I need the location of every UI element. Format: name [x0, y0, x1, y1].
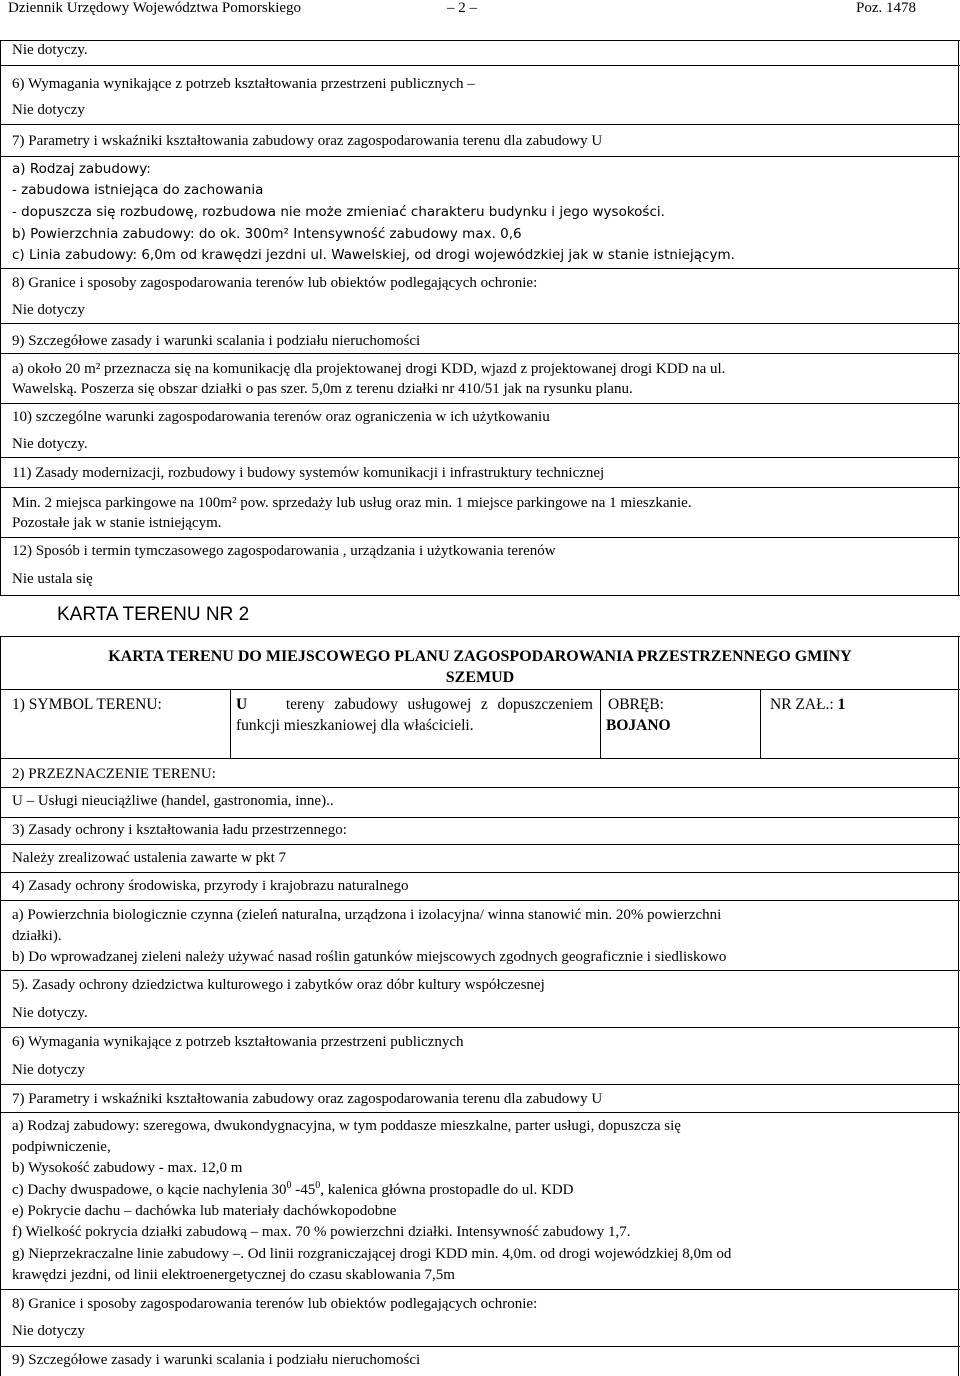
section-heading: 8) Granice i sposoby zagospodarowania terenów lub obiektów podlegających ochronie:	[12, 1296, 538, 1312]
frame-top-line	[0, 40, 960, 41]
divider	[0, 537, 960, 538]
text-line: b) Powierzchnia zabudowy: do ok. 300m² Intensywność zabudowy max. 0,6	[12, 226, 522, 242]
symbol-text: tereny zabudowy usługowej z dopuszczeniem funkcji mieszkaniowej dla właścicieli.	[236, 696, 593, 734]
divider	[0, 487, 960, 488]
card-title	[8, 646, 952, 688]
nr-zal-label: NR ZAŁ.:	[770, 696, 834, 713]
text-line: podpiwniczenie,	[12, 1139, 111, 1155]
card-top-line	[0, 636, 960, 637]
section-heading: 12) Sposób i termin tymczasowego zagospodarowania , urządzania i użytkowania terenów	[12, 543, 556, 559]
text-line: e) Pokrycie dachu – dachówka lub materiały dachówkopodobne	[12, 1203, 397, 1219]
degree-sup-2: 0	[315, 1180, 321, 1191]
divider	[0, 1027, 960, 1028]
divider	[0, 353, 960, 354]
divider	[0, 1346, 960, 1347]
obreb-value: BOJANO	[606, 717, 671, 734]
cell-divider	[760, 689, 761, 758]
text-line: krawędzi jezdni, od linii elektroenergetycznej do czasu skablowania 7,5m	[12, 1267, 455, 1283]
text-line: Należy zrealizować ustalenia zawarte w pkt 7	[12, 850, 287, 866]
text-line: b) Do wprowadzanej zieleni należy używać nasad roślin gatunków miejscowych zgodnych geograficznie i siedliskowo	[12, 949, 727, 965]
section-heading: 11) Zasady modernizacji, rozbudowy i budowy systemów komunikacji i infrastruktury technicznej	[12, 465, 605, 481]
text-line: działki).	[12, 928, 62, 944]
text-line: Nie ustala się	[12, 571, 93, 587]
text-line: g) Nieprzekraczalne linie zabudowy –. Od linii rozgraniczającej drogi KDD min. 4,0m. od drogi wojewódzkiej 8,0m od	[12, 1246, 732, 1262]
position-number: Poz. 1478	[856, 0, 916, 16]
text-line: Nie dotyczy	[12, 1323, 85, 1339]
cell-divider	[600, 689, 601, 758]
text-line: - zabudowa istniejąca do zachowania	[12, 182, 264, 198]
text-line: c) Linia zabudowy: 6,0m od krawędzi jezdni ul. Wawelskiej, od drogi wojewódzkiej jak w stanie istniejącym.	[12, 247, 735, 263]
text-line: Nie dotyczy	[12, 102, 85, 118]
divider	[0, 817, 960, 818]
cell-divider	[230, 689, 231, 758]
divider	[0, 65, 960, 66]
divider	[0, 689, 960, 690]
card-title-line-1: KARTA TERENU DO MIEJSCOWEGO PLANU ZAGOSPODAROWANIA PRZESTRZENNEGO GMINY	[108, 648, 852, 665]
divider	[0, 323, 960, 324]
symbol-description	[236, 694, 593, 736]
symbol-label: 1) SYMBOL TERENU:	[12, 696, 162, 713]
section-heading: 9) Szczegółowe zasady i warunki scalania i podziału nieruchomości	[12, 333, 421, 349]
divider	[0, 872, 960, 873]
divider	[0, 900, 960, 901]
section-heading: 7) Parametry i wskaźniki kształtowania zabudowy oraz zagospodarowania terenu dla zabudowy U	[12, 1091, 603, 1107]
karta-terenu-label: KARTA TERENU NR 2	[57, 604, 250, 625]
roof-text-c: , kalenica główna prostopadle do ul. KDD	[320, 1182, 574, 1198]
section-heading: 10) szczególne warunki zagospodarowania terenów oraz ograniczenia w ich użytkowaniu	[12, 409, 550, 425]
section-heading: 7) Parametry i wskaźniki kształtowania zabudowy oraz zagospodarowania terenu dla zabudowy U	[12, 133, 603, 149]
journal-title: Dziennik Urzędowy Województwa Pomorskiego	[8, 0, 302, 16]
text-line: Nie dotyczy.	[12, 436, 88, 452]
nr-zal-value: 1	[837, 696, 846, 713]
text-line: Nie dotyczy.	[12, 42, 88, 58]
roof-text-b: -45	[291, 1182, 316, 1198]
divider	[0, 268, 960, 269]
text-line: Nie dotyczy	[12, 1062, 85, 1078]
section-heading: 3) Zasady ochrony i kształtowania ładu przestrzennego:	[12, 822, 347, 838]
page-number: – 2 –	[447, 0, 477, 16]
divider	[0, 1112, 960, 1113]
section-heading: 8) Granice i sposoby zagospodarowania terenów lub obiektów podlegających ochronie:	[12, 275, 538, 291]
text-line	[12, 1181, 574, 1200]
roof-text-a: c) Dachy dwuspadowe, o kącie nachylenia 30	[12, 1182, 287, 1198]
divider	[0, 758, 960, 759]
text-line: a) około 20 m² przeznacza się na komunikację dla projektowanej drogi KDD, wjazd z projektowanej drogi KDD na ul.	[12, 361, 726, 377]
degree-sup-1: 0	[286, 1180, 292, 1191]
text-line: f) Wielkość pokrycia działki zabudową – max. 70 % powierzchni działki. Intensywność zabudowy 1,7.	[12, 1224, 631, 1240]
text-line: Nie dotyczy.	[12, 1005, 88, 1021]
page-header	[0, 0, 960, 22]
card-right-line	[958, 636, 959, 1376]
card-left-line	[0, 636, 1, 1376]
text-line: Nie dotyczy	[12, 302, 85, 318]
card-title-line-2: SZEMUD	[445, 669, 515, 686]
divider	[0, 457, 960, 458]
text-line: a) Powierzchnia biologicznie czynna (zieleń naturalna, urządzona i izolacyjna/ winna stanowić min. 20% powierzchni	[12, 907, 722, 923]
section-heading: 2) PRZEZNACZENIE TERENU:	[12, 766, 216, 782]
divider	[0, 156, 960, 157]
text-line: Min. 2 miejsca parkingowe na 100m² pow. sprzedaży lub usług oraz min. 1 miejsce parkingowe na 1 mieszkanie.	[12, 495, 692, 511]
section-heading: 6) Wymagania wynikające z potrzeb kształtowania przestrzeni publicznych –	[12, 76, 475, 92]
text-line: U – Usługi nieuciążliwe (handel, gastronomia, inne)..	[12, 793, 334, 809]
divider	[0, 403, 960, 404]
obreb-label: OBRĘB:	[608, 696, 664, 713]
divider	[0, 970, 960, 971]
section-heading: 5). Zasady ochrony dziedzictwa kulturowego i zabytków oraz dóbr kultury współczesnej	[12, 977, 545, 993]
text-line: a) Rodzaj zabudowy: szeregowa, dwukondygnacyjna, w tym poddasze mieszkalne, parter usługi, dopuszcza się	[12, 1118, 681, 1134]
section-heading: 9) Szczegółowe zasady i warunki scalania i podziału nieruchomości	[12, 1352, 421, 1368]
text-line: Wawelską. Poszerza się obszar działki o pas szer. 5,0m z terenu działki nr 410/51 jak na rysunku planu.	[12, 381, 633, 397]
divider	[0, 1289, 960, 1290]
divider	[0, 1084, 960, 1085]
text-line: b) Wysokość zabudowy - max. 12,0 m	[12, 1160, 243, 1176]
section-heading: 6) Wymagania wynikające z potrzeb kształtowania przestrzeni publicznych	[12, 1034, 464, 1050]
text-line: a) Rodzaj zabudowy:	[12, 161, 151, 177]
frame-bottom-line	[0, 595, 960, 596]
text-line: Pozostałe jak w stanie istniejącym.	[12, 515, 222, 531]
text-line: - dopuszcza się rozbudowę, rozbudowa nie może zmieniać charakteru budynku i jego wysokości.	[12, 204, 665, 220]
symbol-code: U	[236, 696, 248, 713]
section-heading: 4) Zasady ochrony środowiska, przyrody i krajobrazu naturalnego	[12, 878, 409, 894]
divider	[0, 787, 960, 788]
divider	[0, 124, 960, 125]
divider	[0, 844, 960, 845]
nr-zal	[770, 694, 845, 715]
